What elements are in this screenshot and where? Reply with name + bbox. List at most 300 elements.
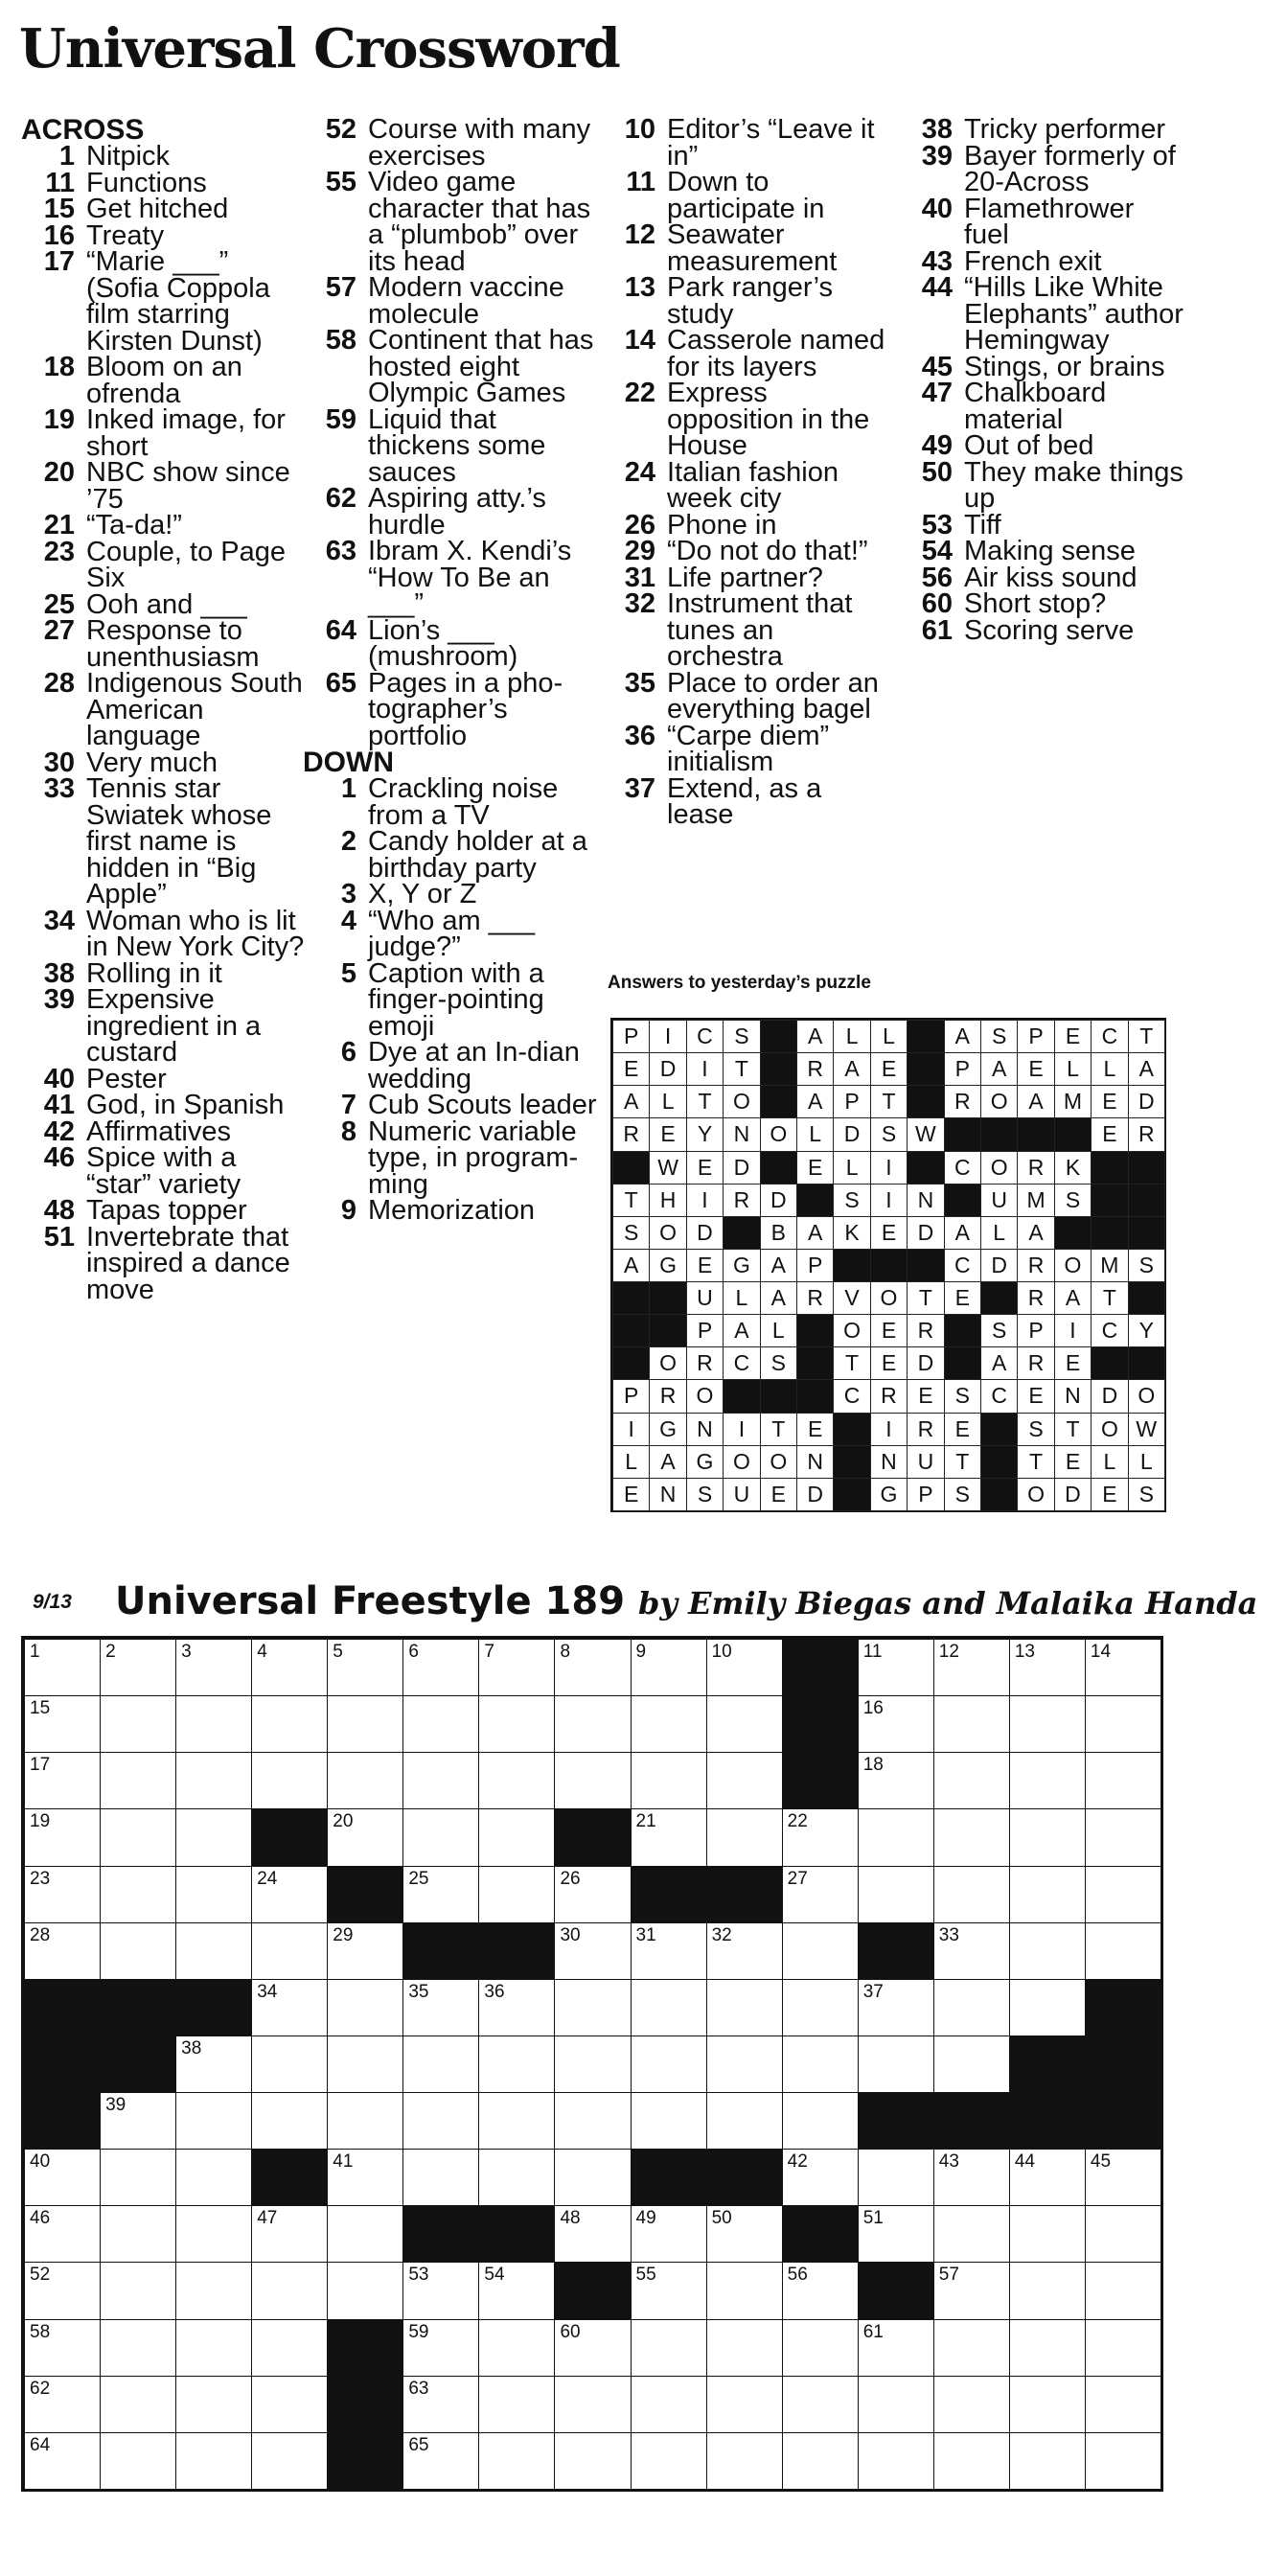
grid-cell[interactable] (858, 1752, 934, 1809)
clue-item (899, 536, 1186, 566)
grid-cell[interactable] (24, 2262, 101, 2319)
grid-cell[interactable] (1009, 1979, 1086, 2036)
clue-number: 60 (921, 588, 953, 619)
grid-cell[interactable] (1085, 2262, 1161, 2319)
answer-letter: P (796, 1249, 834, 1282)
grid-cell[interactable] (327, 1808, 403, 1866)
grid-cell[interactable] (24, 2319, 101, 2377)
grid-cell[interactable] (100, 1866, 176, 1923)
grid-cell[interactable] (1009, 2319, 1086, 2377)
grid-cell[interactable] (631, 2319, 707, 2377)
grid-cell[interactable] (100, 2205, 176, 2263)
grid-cell[interactable] (1009, 2149, 1086, 2206)
grid-cell[interactable] (631, 2205, 707, 2263)
grid-cell[interactable] (251, 2376, 328, 2433)
grid-cell[interactable] (706, 2376, 783, 2433)
clue-number: 20 (43, 457, 75, 488)
grid-cell[interactable] (478, 1866, 555, 1923)
grid-cell[interactable] (631, 1695, 707, 1753)
answer-black-square (612, 1346, 650, 1380)
grid-cell[interactable] (251, 2205, 328, 2263)
answer-letter: D (980, 1249, 1018, 1282)
clue-text: Functions (86, 167, 207, 198)
grid-cell[interactable] (251, 1866, 328, 1923)
grid-cell[interactable] (858, 2319, 934, 2377)
grid-cell[interactable] (554, 2432, 631, 2490)
answer-letter: R (723, 1184, 760, 1217)
answer-letter: N (796, 1445, 834, 1479)
grid-cell[interactable] (1009, 1808, 1086, 1866)
answer-letter: I (723, 1413, 760, 1446)
cell-number: 38 (181, 2037, 202, 2058)
grid-cell[interactable] (554, 1639, 631, 1696)
grid-cell[interactable] (327, 1639, 403, 1696)
grid-cell[interactable] (631, 1979, 707, 2036)
grid-cell[interactable] (554, 2149, 631, 2206)
grid-cell[interactable] (100, 1752, 176, 1809)
answer-letter: R (649, 1379, 686, 1413)
answer-letter: E (760, 1478, 797, 1511)
answer-letter: E (1054, 1020, 1092, 1053)
answer-letter: C (1091, 1020, 1128, 1053)
grid-cell[interactable] (100, 2319, 176, 2377)
answer-black-square (944, 1314, 981, 1347)
grid-cell[interactable] (858, 2149, 934, 2206)
grid-cell[interactable] (327, 2036, 403, 2093)
grid-cell[interactable] (402, 1695, 479, 1753)
grid-cell[interactable] (554, 1922, 631, 1980)
cell-number: 27 (787, 1868, 808, 1889)
grid-cell[interactable] (554, 2376, 631, 2433)
answer-letter: A (980, 1052, 1018, 1086)
answer-letter: G (870, 1478, 908, 1511)
clue-text: Affirmatives (86, 1116, 231, 1147)
answer-letter: O (870, 1281, 908, 1315)
grid-cell[interactable] (706, 1922, 783, 1980)
grid-cell[interactable] (327, 1752, 403, 1809)
grid-cell[interactable] (933, 1979, 1010, 2036)
grid-cell[interactable] (24, 2149, 101, 2206)
grid-cell[interactable] (251, 2262, 328, 2319)
grid-cell[interactable] (706, 2432, 783, 2490)
clue-item (602, 772, 889, 830)
clue-text: Tricky performer (964, 114, 1165, 145)
grid-cell[interactable] (175, 2319, 252, 2377)
grid-cell[interactable] (858, 1979, 934, 2036)
grid-cell[interactable] (402, 2092, 479, 2150)
grid-cell[interactable] (706, 1639, 783, 1696)
cell-number: 14 (1090, 1642, 1112, 1662)
grid-cell[interactable] (24, 2376, 101, 2433)
clue-number: 14 (624, 325, 655, 356)
grid-cell[interactable] (327, 1695, 403, 1753)
cell-number: 30 (560, 1924, 581, 1945)
grid-cell[interactable] (782, 2036, 859, 2093)
grid-cell[interactable] (782, 1866, 859, 1923)
clue-number: 17 (43, 246, 75, 277)
grid-cell[interactable] (478, 2432, 555, 2490)
cell-number: 44 (1014, 2151, 1035, 2173)
grid-cell[interactable] (631, 1808, 707, 1866)
answer-letter: N (1054, 1379, 1092, 1413)
grid-cell[interactable] (100, 2149, 176, 2206)
grid-cell[interactable] (327, 1922, 403, 1980)
grid-cell[interactable] (933, 1639, 1010, 1696)
black-square (24, 2036, 101, 2093)
grid-cell[interactable] (478, 1808, 555, 1866)
grid-cell[interactable] (782, 1922, 859, 1980)
answer-black-square (723, 1379, 760, 1413)
grid-cell[interactable] (175, 2432, 252, 2490)
answer-letter: S (980, 1314, 1018, 1347)
grid-cell[interactable] (706, 2319, 783, 2377)
clue-item (21, 246, 309, 356)
grid-cell[interactable] (402, 2376, 479, 2433)
grid-cell[interactable] (100, 2376, 176, 2433)
answer-letter: E (1017, 1379, 1054, 1413)
grid-cell[interactable] (782, 1808, 859, 1866)
grid-cell[interactable] (327, 2149, 403, 2206)
clue-text: Nitpick (86, 141, 171, 172)
grid-cell[interactable] (631, 2376, 707, 2433)
grid-cell[interactable] (933, 2319, 1010, 2377)
grid-cell[interactable] (782, 2092, 859, 2150)
grid-cell[interactable] (24, 1866, 101, 1923)
clue-item (303, 536, 600, 619)
clue-number: 52 (325, 114, 356, 145)
clue-item (602, 509, 889, 540)
cell-number: 15 (30, 1698, 51, 1719)
grid-cell[interactable] (1085, 2149, 1161, 2206)
grid-cell[interactable] (175, 1866, 252, 1923)
grid-cell[interactable] (100, 2092, 176, 2150)
answer-letter: I (1054, 1314, 1092, 1347)
answer-black-square (980, 1413, 1018, 1446)
answer-letter: O (723, 1445, 760, 1479)
grid-cell[interactable] (706, 1979, 783, 2036)
clue-item (21, 668, 309, 751)
cell-number: 55 (635, 2265, 656, 2286)
grid-cell[interactable] (631, 2432, 707, 2490)
grid-cell[interactable] (402, 2319, 479, 2377)
grid-cell[interactable] (1009, 1752, 1086, 1809)
grid-cell[interactable] (175, 1639, 252, 1696)
grid-cell[interactable] (251, 2092, 328, 2150)
black-square (706, 2149, 783, 2206)
grid-cell[interactable] (327, 2262, 403, 2319)
grid-cell[interactable] (554, 1695, 631, 1753)
grid-cell[interactable] (933, 2205, 1010, 2263)
cell-number: 63 (408, 2378, 429, 2399)
grid-cell[interactable] (24, 2205, 101, 2263)
grid-cell[interactable] (100, 1695, 176, 1753)
grid-cell[interactable] (327, 2205, 403, 2263)
grid-cell[interactable] (1009, 1695, 1086, 1753)
grid-cell[interactable] (933, 2149, 1010, 2206)
grid-cell[interactable] (251, 1695, 328, 1753)
cell-number: 64 (30, 2434, 51, 2455)
clue-item (303, 1195, 600, 1226)
answer-letter: E (1054, 1445, 1092, 1479)
grid-cell[interactable] (858, 2205, 934, 2263)
grid-cell[interactable] (478, 2092, 555, 2150)
answer-letter: D (649, 1052, 686, 1086)
grid-cell[interactable] (554, 2319, 631, 2377)
grid-cell[interactable] (251, 1922, 328, 1980)
clue-item (602, 588, 889, 672)
answer-letter: R (796, 1281, 834, 1315)
answer-letter: T (612, 1184, 650, 1217)
grid-cell[interactable] (478, 2262, 555, 2319)
answer-letter: E (649, 1117, 686, 1151)
grid-cell[interactable] (933, 2036, 1010, 2093)
grid-cell[interactable] (706, 2205, 783, 2263)
grid-cell[interactable] (554, 2205, 631, 2263)
clue-item (21, 404, 309, 462)
grid-cell[interactable] (1085, 1922, 1161, 1980)
grid-cell[interactable] (1009, 2262, 1086, 2319)
grid-cell[interactable] (706, 2262, 783, 2319)
grid-cell[interactable] (631, 2092, 707, 2150)
grid-cell[interactable] (858, 2432, 934, 2490)
clue-item (303, 879, 600, 909)
grid-cell[interactable] (933, 2262, 1010, 2319)
grid-cell[interactable] (1085, 2376, 1161, 2433)
grid-cell[interactable] (327, 1979, 403, 2036)
grid-cell[interactable] (631, 1639, 707, 1696)
grid-cell[interactable] (251, 2319, 328, 2377)
grid-cell[interactable] (175, 2092, 252, 2150)
grid-cell[interactable] (554, 1979, 631, 2036)
grid-cell[interactable] (478, 1639, 555, 1696)
grid-cell[interactable] (933, 1808, 1010, 1866)
answer-letter: D (760, 1184, 797, 1217)
grid-cell[interactable] (782, 1979, 859, 2036)
black-square (631, 1866, 707, 1923)
grid-cell[interactable] (175, 1695, 252, 1753)
grid-cell[interactable] (478, 1752, 555, 1809)
grid-cell[interactable] (24, 2432, 101, 2490)
grid-cell[interactable] (100, 2432, 176, 2490)
grid-cell[interactable] (402, 2432, 479, 2490)
grid-cell[interactable] (402, 1752, 479, 1809)
grid-cell[interactable] (1085, 2319, 1161, 2377)
grid-cell[interactable] (175, 2205, 252, 2263)
grid-cell[interactable] (402, 1979, 479, 2036)
grid-cell[interactable] (1009, 1866, 1086, 1923)
clue-item (602, 380, 889, 460)
grid-cell[interactable] (1085, 1752, 1161, 1809)
grid-cell[interactable] (24, 1922, 101, 1980)
grid-cell[interactable] (24, 1695, 101, 1753)
grid-cell[interactable] (478, 1695, 555, 1753)
grid-cell[interactable] (402, 1808, 479, 1866)
answer-letter: B (760, 1216, 797, 1250)
grid-cell[interactable] (100, 1922, 176, 1980)
grid-cell[interactable] (100, 1639, 176, 1696)
grid-cell[interactable] (100, 2262, 176, 2319)
grid-cell[interactable] (933, 1752, 1010, 1809)
grid-cell[interactable] (782, 2319, 859, 2377)
answer-black-square (870, 1249, 908, 1282)
answer-letter: S (1017, 1413, 1054, 1446)
cell-number: 22 (787, 1811, 808, 1832)
grid-cell[interactable] (327, 2092, 403, 2150)
grid-cell[interactable] (554, 2092, 631, 2150)
grid-cell[interactable] (933, 2432, 1010, 2490)
grid-cell[interactable] (402, 2036, 479, 2093)
cell-number: 11 (862, 1642, 883, 1662)
answer-letter: C (944, 1249, 981, 1282)
answer-letter: S (870, 1117, 908, 1151)
clue-number: 7 (340, 1090, 356, 1120)
clue-number: 40 (921, 193, 953, 224)
grid-cell[interactable] (782, 2149, 859, 2206)
grid-cell[interactable] (933, 1922, 1010, 1980)
grid-cell[interactable] (858, 1866, 934, 1923)
answer-letter: C (980, 1379, 1018, 1413)
answer-letter: S (1128, 1478, 1165, 1511)
grid-cell[interactable] (858, 1808, 934, 1866)
clue-text: Liquid that thickens some sauces (368, 403, 546, 488)
grid-cell[interactable] (1085, 1808, 1161, 1866)
answer-letter: T (1017, 1445, 1054, 1479)
grid-cell[interactable] (24, 1808, 101, 1866)
clue-item (21, 167, 309, 198)
crossword-grid[interactable] (21, 1636, 1163, 2492)
grid-cell[interactable] (554, 1752, 631, 1809)
grid-cell[interactable] (251, 1639, 328, 1696)
answer-letter: S (723, 1020, 760, 1053)
grid-cell[interactable] (100, 1808, 176, 1866)
grid-cell[interactable] (706, 1752, 783, 1809)
grid-cell[interactable] (251, 1979, 328, 2036)
cell-number: 10 (711, 1642, 732, 1662)
answer-letter: L (980, 1216, 1018, 1250)
grid-cell[interactable] (478, 2036, 555, 2093)
grid-cell[interactable] (1085, 2432, 1161, 2490)
black-square (327, 2432, 403, 2490)
grid-cell[interactable] (933, 2376, 1010, 2433)
puzzle-title: Universal Freestyle 189 (115, 1579, 626, 1623)
grid-cell[interactable] (706, 1808, 783, 1866)
grid-cell[interactable] (175, 2376, 252, 2433)
grid-cell[interactable] (782, 2262, 859, 2319)
clue-text: They make things up (964, 456, 1184, 514)
grid-cell[interactable] (631, 2036, 707, 2093)
grid-cell[interactable] (1085, 2205, 1161, 2263)
grid-cell[interactable] (554, 1866, 631, 1923)
grid-cell[interactable] (554, 2036, 631, 2093)
answer-letter: E (1054, 1346, 1092, 1380)
black-square (782, 1695, 859, 1753)
grid-cell[interactable] (175, 2036, 252, 2093)
clue-text: Continent that has hosted eight Olympic Games (368, 325, 594, 408)
grid-cell[interactable] (858, 1695, 934, 1753)
grid-cell[interactable] (402, 2149, 479, 2206)
cell-number: 20 (333, 1811, 354, 1832)
clue-text: Express opposition in the House (667, 378, 870, 461)
answer-letter: P (1017, 1314, 1054, 1347)
grid-cell[interactable] (251, 2036, 328, 2093)
grid-cell[interactable] (478, 1979, 555, 2036)
grid-cell[interactable] (175, 1922, 252, 1980)
grid-cell[interactable] (175, 1752, 252, 1809)
clue-number: 24 (624, 456, 655, 488)
clue-text: X, Y or Z (368, 879, 477, 909)
grid-cell[interactable] (478, 2319, 555, 2377)
clue-item (303, 403, 600, 488)
grid-cell[interactable] (1085, 1695, 1161, 1753)
grid-cell[interactable] (706, 2036, 783, 2093)
clue-item (21, 141, 309, 172)
grid-cell[interactable] (175, 2149, 252, 2206)
grid-cell[interactable] (402, 1639, 479, 1696)
grid-cell[interactable] (175, 1808, 252, 1866)
answer-black-square (760, 1052, 797, 1086)
grid-cell[interactable] (1009, 2376, 1086, 2433)
clue-number: 10 (624, 114, 655, 145)
grid-cell[interactable] (706, 2092, 783, 2150)
grid-cell[interactable] (1009, 1639, 1086, 1696)
grid-cell[interactable] (782, 2376, 859, 2433)
grid-cell[interactable] (251, 2432, 328, 2490)
grid-cell[interactable] (251, 1752, 328, 1809)
grid-cell[interactable] (478, 2376, 555, 2433)
black-square (251, 1808, 328, 1866)
cell-number: 23 (30, 1868, 51, 1889)
grid-cell[interactable] (706, 1695, 783, 1753)
grid-cell[interactable] (1085, 1639, 1161, 1696)
answers-label: Answers to yesterday’s puzzle (608, 973, 871, 993)
clue-number: 19 (43, 404, 75, 435)
answer-letter: G (649, 1249, 686, 1282)
grid-cell[interactable] (858, 2036, 934, 2093)
grid-cell[interactable] (402, 1866, 479, 1923)
answer-letter: U (907, 1445, 944, 1479)
grid-cell[interactable] (402, 2262, 479, 2319)
clue-text: Spice with a “star” variety (86, 1142, 241, 1200)
clue-item (303, 272, 600, 330)
grid-cell[interactable] (1085, 1866, 1161, 1923)
grid-cell[interactable] (631, 1752, 707, 1809)
grid-cell[interactable] (631, 2262, 707, 2319)
grid-cell[interactable] (782, 2432, 859, 2490)
grid-cell[interactable] (478, 2149, 555, 2206)
grid-cell[interactable] (631, 1922, 707, 1980)
answer-letter: O (1128, 1379, 1165, 1413)
answer-letter: G (686, 1445, 724, 1479)
grid-cell[interactable] (175, 2262, 252, 2319)
grid-cell[interactable] (24, 1639, 101, 1696)
clue-text: Stings, or brains (964, 351, 1165, 382)
cell-number: 18 (862, 1755, 884, 1776)
grid-cell[interactable] (24, 1752, 101, 1809)
grid-cell[interactable] (1009, 2432, 1086, 2490)
answer-letter: S (944, 1478, 981, 1511)
grid-cell[interactable] (933, 1695, 1010, 1753)
grid-cell[interactable] (1009, 2205, 1086, 2263)
answer-letter: T (760, 1413, 797, 1446)
grid-cell[interactable] (1009, 1922, 1086, 1980)
grid-cell[interactable] (858, 2376, 934, 2433)
grid-cell[interactable] (858, 1639, 934, 1696)
clue-text: Very much (86, 747, 218, 778)
clue-column-2 (303, 114, 600, 1226)
grid-cell[interactable] (933, 1866, 1010, 1923)
clue-text: Candy holder at a birthday party (368, 826, 587, 884)
clue-text: Life partner? (667, 562, 823, 593)
